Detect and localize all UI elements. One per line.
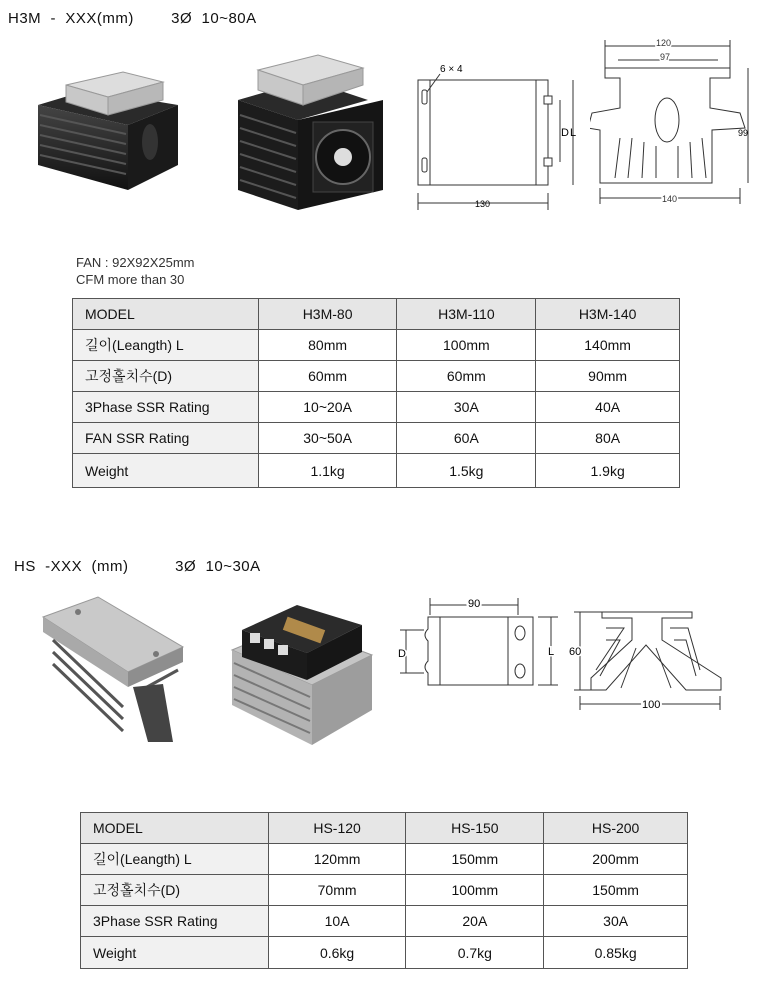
h3m-front-diagram [590,38,755,218]
table-cell: 70mm [268,875,406,906]
section1-heading: H3M - XXX(mm) 3Ø 10~80A [8,10,257,27]
height-label: 99 [738,128,749,138]
header-cell: H3M-140 [536,299,680,330]
table-header-row [73,299,680,330]
table-cell: 0.85kg [544,937,688,969]
table-cell: 90mm [536,361,680,392]
header-cell: HS-200 [544,813,688,844]
table-cell: 1.5kg [397,454,536,488]
table-row [73,392,680,423]
table-row [73,423,680,454]
hs-l-label: L [548,646,555,658]
table-cell: 80A [536,423,680,454]
table-row [81,875,688,906]
table-cell: 150mm [544,875,688,906]
hole-label: 6 × 4 [440,64,463,75]
h3m-spec-table [72,298,680,488]
row-label: 길이(Leangth) L [73,330,259,361]
table-cell: 0.7kg [406,937,544,969]
hs-base-width-label: 100 [642,699,661,711]
hs-height-label: 60 [569,646,582,658]
table-row [73,330,680,361]
table-cell: 60mm [397,361,536,392]
h3m-heatsink-photo [28,50,188,200]
row-label: 3Phase SSR Rating [81,906,269,937]
table-cell: 40A [536,392,680,423]
header-cell: MODEL [73,299,259,330]
header-cell: HS-120 [268,813,406,844]
hs-ssr-heatsink-photo [222,595,382,755]
header-cell: MODEL [81,813,269,844]
table-cell: 60mm [258,361,397,392]
table-cell: 120mm [268,844,406,875]
table-cell: 30~50A [258,423,397,454]
table-cell: 30A [544,906,688,937]
table-cell: 30A [397,392,536,423]
row-label: Weight [73,454,259,488]
row-label: 3Phase SSR Rating [73,392,259,423]
table-cell: 1.9kg [536,454,680,488]
table-cell: 100mm [397,330,536,361]
table-cell: 10A [268,906,406,937]
row-label: Weight [81,937,269,969]
table-cell: 100mm [406,875,544,906]
header-cell: HS-150 [406,813,544,844]
l-label: L [570,127,577,139]
table-cell: 20A [406,906,544,937]
hs-width-label: 90 [468,598,481,610]
table-header-row [81,813,688,844]
table-cell: 150mm [406,844,544,875]
inner-width-label: 97 [660,52,671,62]
fan-note: FAN : 92X92X25mm [76,255,195,270]
table-row [81,937,688,969]
table-cell: 10~20A [258,392,397,423]
cfm-note: CFM more than 30 [76,272,185,287]
base-width-label: 140 [662,194,678,204]
d-label: D [561,127,569,139]
row-label: 고정홀치수(D) [73,361,259,392]
width-label: 130 [475,199,491,209]
table-cell: 1.1kg [258,454,397,488]
table-cell: 0.6kg [268,937,406,969]
table-cell: 140mm [536,330,680,361]
row-label: 길이(Leangth) L [81,844,269,875]
table-row [73,361,680,392]
h3m-side-diagram [410,58,585,218]
top-width-label: 120 [656,38,672,48]
header-cell: H3M-110 [397,299,536,330]
hs-d-label: D [398,648,406,660]
hs-spec-table [80,812,688,969]
hs-side-diagram [388,595,573,705]
h3m-fan-heatsink-photo [218,40,393,215]
table-row [81,906,688,937]
row-label: FAN SSR Rating [73,423,259,454]
hs-front-diagram [566,600,731,715]
row-label: 고정홀치수(D) [81,875,269,906]
hs-heatsink-photo [38,592,188,752]
section2-heading: HS -XXX (mm) 3Ø 10~30A [14,558,261,575]
table-cell: 80mm [258,330,397,361]
table-row [81,844,688,875]
header-cell: H3M-80 [258,299,397,330]
table-row [73,454,680,488]
table-cell: 60A [397,423,536,454]
table-cell: 200mm [544,844,688,875]
